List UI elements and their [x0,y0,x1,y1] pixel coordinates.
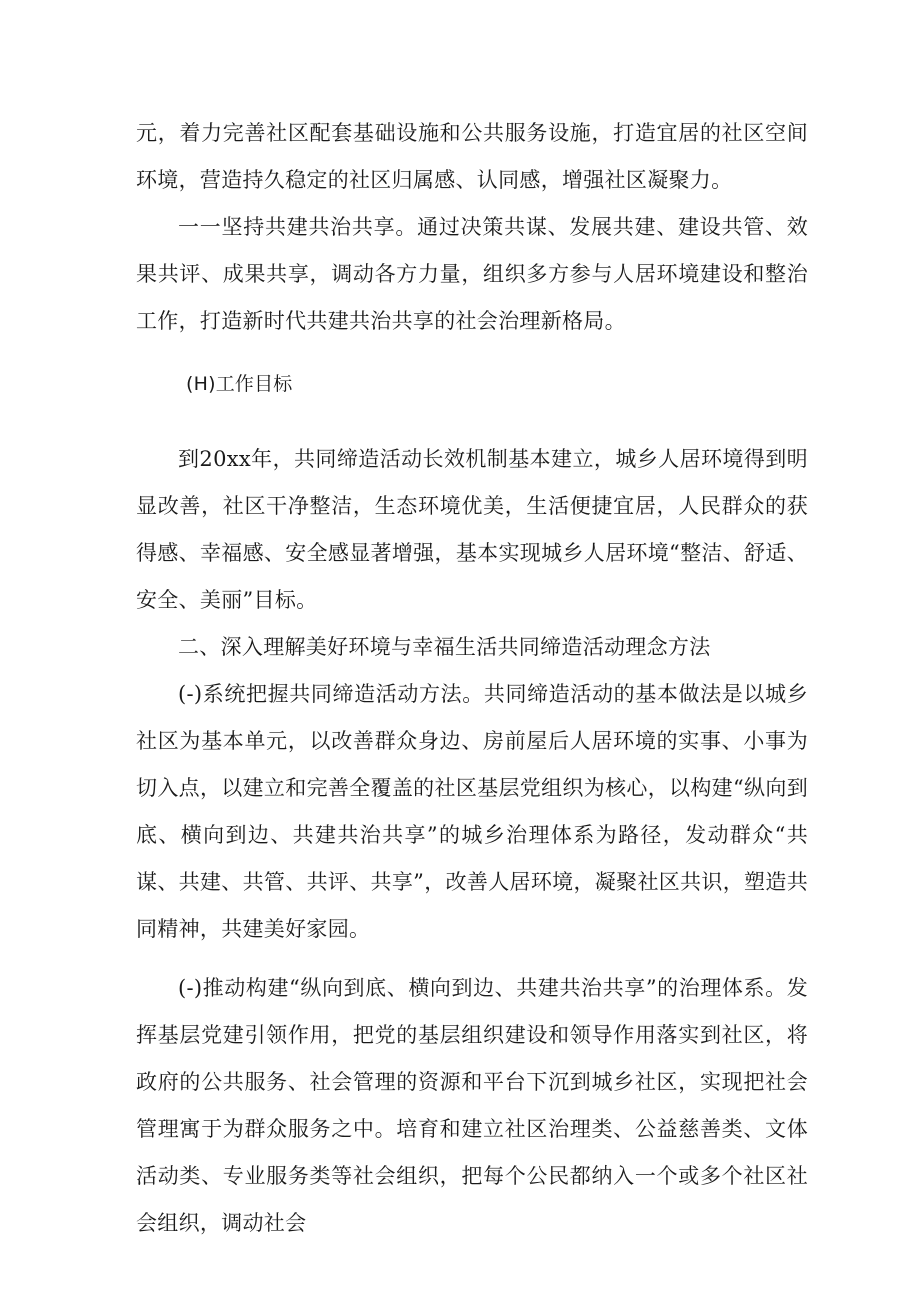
paragraph-community-environment: 元，着力完善社区配套基础设施和公共服务设施，打造宜居的社区空间环境，营造持久稳定的社区归属感、认同感，增强社区凝聚力。 [136,121,808,192]
paragraph-goal-2020: 到20xx年，共同缔造活动长效机制基本建立，城乡人居环境得到明显改善，社区干净整洁，生态环境优美，生活便捷宜居，人民群众的获得感、幸福感、安全感显著增强，基本实现城乡人居环境“整洁、舒适、安全、美丽”目标。 [136,447,808,612]
paragraph-method: (-)系统把握共同缔造活动方法。共同缔造活动的基本做法是以城乡社区为基本单元，以改善群众身边、房前屋后人居环境的实事、小事为切入点，以建立和完善全覆盖的社区基层党组织为核心，以构建“纵向到底、横向到边、共建共治共享”的城乡治理体系为路径，发动群众“共谋、共建、共管、共评、共享”，改善人居环境，凝聚社区共识，塑造共同精神，共建美好家园。 [136,682,808,941]
section-heading-work-goal: (H)工作目标 [186,373,293,395]
paragraph-governance-system: (-)推动构建“纵向到底、横向到边、共建共治共享”的治理体系。发挥基层党建引领作用，把党的基层组织建设和领导作用落实到社区，将政府的公共服务、社会管理的资源和平台下沉到城乡社区，实现把社会管理寓于为群众服务之中。培育和建立社区治理类、公益慈善类、文体活动类、专业服务类等社会组织，把每个公民都纳入一个或多个社区社会组织，调动社会 [136,976,808,1235]
section-heading-understanding-method: 二、深入理解美好环境与幸福生活共同缔造活动理念方法 [178,635,711,659]
paragraph-co-governance: 一一坚持共建共治共享。通过决策共谋、发展共建、建设共管、效果共评、成果共享，调动各方力量，组织多方参与人居环境建设和整治工作，打造新时代共建共治共享的社会治理新格局。 [136,215,808,333]
